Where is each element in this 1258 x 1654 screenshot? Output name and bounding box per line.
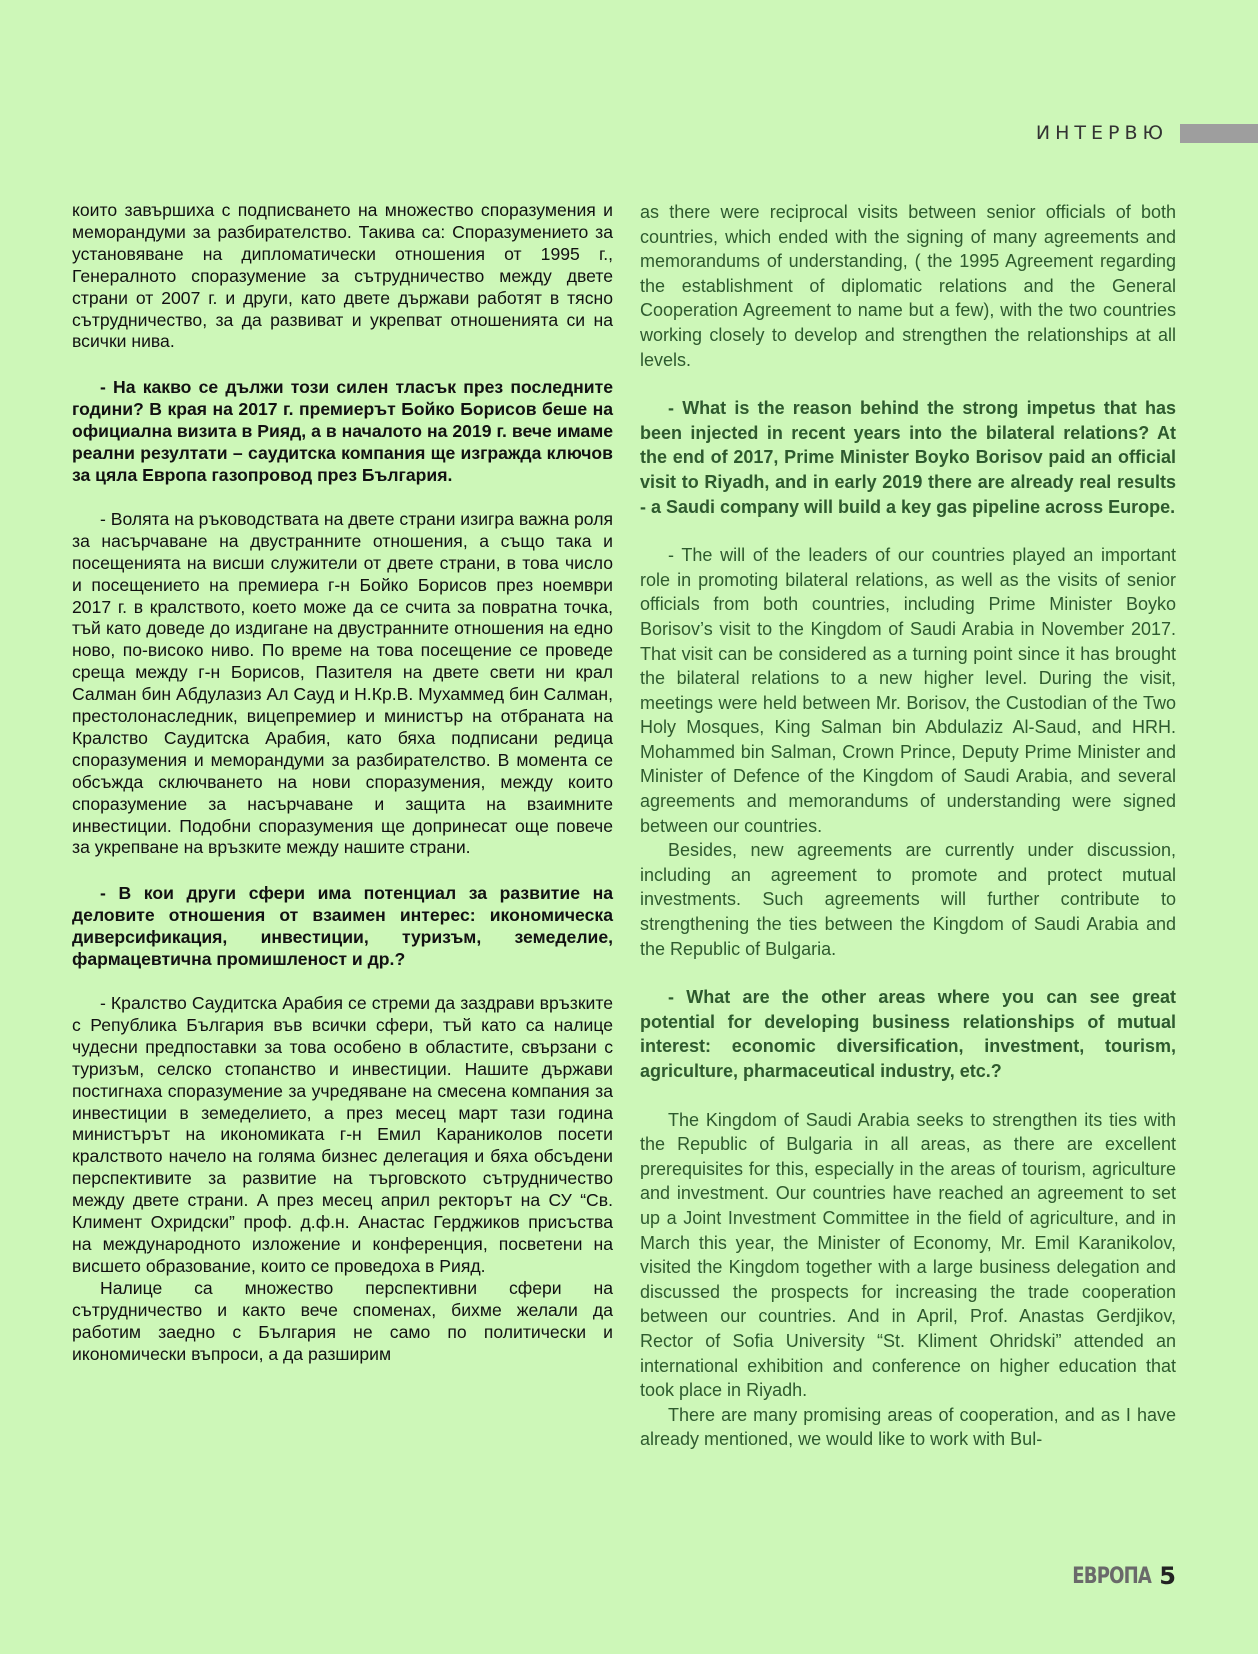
page-number: 5 bbox=[1159, 1562, 1176, 1590]
bg-question: - На какво се дължи този силен тласък през последните години? В края на 2017 г. премиерът Бойко Борисов беше на официална визита в Рияд, а в началото на 2019 г. вече имаме реални резултати – саудитска компания ще изгражда ключов за цяла Европа газопровод през България. bbox=[72, 377, 613, 485]
en-answer: There are many promising areas of cooperation, and as I have already mentioned, we would like to work with Bul- bbox=[640, 1404, 1176, 1450]
section-header bbox=[1036, 122, 1258, 144]
en-question: - What is the reason behind the strong impetus that has been injected in recent years into the bilateral relations? At the end of 2017, Prime Minister Boyko Borisov paid an official visit to Riyadh, and in early 2019 there are already real results - a Saudi company will build a key gas pipeline across Europe. bbox=[640, 398, 1176, 517]
en-paragraph: as there were reciprocal visits between senior officials of both countries, which ended with the signing of many agreements and memorandums of understanding, ( the 1995 Agreement regarding the establishment of diplomatic relations and the General Cooperation Agreement to name but a few), with the two countries working closely to develop and strengthen the relationships at all levels. bbox=[640, 202, 1176, 370]
section-bar bbox=[1180, 124, 1258, 143]
magazine-logo: ЕВРОПА bbox=[1072, 1563, 1152, 1589]
bg-answer: Налице са множество перспективни сфери на сътрудничество и както вече споменах, бихме желали да работим заедно с България не само по политически и икономически въпроси, а да разширим bbox=[72, 1277, 613, 1364]
en-question: - What are the other areas where you can see great potential for developing business relationships of mutual interest: economic diversification, investment, tourism, agriculture, pharmaceutical industry, etc.? bbox=[640, 987, 1176, 1081]
bg-answer: - Волята на ръководствата на двете страни изигра важна роля за насърчаване на двустранните отношения, а също така и посещенията на висши служители от двете страни, в това число и посещението на премиера г-н Бойко Борисов през ноември 2017 г. в кралството, което може да се счита за повратна точка, тъй като доведе до издигане на двустранните отношения на едно ново, по-високо ниво. По време на това посещение се проведе среща между г-н Борисов, Пазителя на двете свети ни крал Салман бин Абдулазиз Ал Сауд и Н.Кр.В. Мухаммед бин Салман, престолонаследник, вицепремиер и министър на отбраната на Кралство Саудитска Арабия, като бяха подписани редица споразумения и меморандуми за разбирателство. В момента се обсъжда сключването на нови споразумения, между които споразумение за насърчаване и защита на взаимните инвестиции. Подобни споразумения ще допринесат още повече за укрепване на връзките между нашите страни. bbox=[72, 508, 613, 858]
bg-paragraph: които завършиха с подписването на множество споразумения и меморандуми за разбирателство. Такива са: Споразумението за установяване на дипломатически отношения от 1995 г., Генералното споразумение за сътрудничество между двете страни от 2007 г. и други, като двете държави работят в тясно сътрудничество, за да развиват и укрепват отношенията си на всички нива. bbox=[72, 200, 613, 352]
page-footer bbox=[1055, 1562, 1176, 1590]
section-label: ИНТЕРВЮ bbox=[1035, 122, 1168, 144]
english-column bbox=[640, 200, 1176, 1452]
bulgarian-column bbox=[72, 200, 613, 1365]
en-answer: The Kingdom of Saudi Arabia seeks to strengthen its ties with the Republic of Bulgaria in all areas, as there are excellent prerequisites for this, especially in the areas of tourism, agriculture and investment. Our countries have reached an agreement to set up a Joint Investment Committee in the field of agriculture, and in March this year, the Minister of Economy, Mr. Emil Karanikolov, visited the Kingdom together with a large business delegation and discussed the prospects for increasing the trade cooperation between our countries. And in April, Prof. Anastas Gerdjikov, Rector of Sofia University “St. Kliment Ohridski” attended an international exhibition and conference on higher education that took place in Riyadh. bbox=[640, 1109, 1176, 1401]
bg-question: - В кои други сфери има потенциал за развитие на деловите отношения от взаимен интерес: икономическа диверсификация, инвестиции, туризъм, земеделие, фармацевтична промишленост и др.? bbox=[72, 883, 613, 970]
bg-answer: - Кралство Саудитска Арабия се стреми да заздрави връзките с Република България във всички сфери, тъй като са налице чудесни предпоставки за това особено в областите, свързани с туризъм, селско стопанство и инвестиции. Нашите държави постигнаха споразумение за учредяване на смесена компания за инвестиции в земеделието, а през месец март тази година министърът на икономиката г-н Емил Караниколов посети кралството начело на голяма бизнес делегация и бяха обсъдени перспективите за развитие на търговското сътрудничество между двете страни. А през месец април ректорът на СУ “Св. Климент Охридски” проф. д.ф.н. Анастас Герджиков присъства на международното изложение и конференция, посветени на висшето образование, които се проведоха в Рияд. bbox=[72, 993, 613, 1276]
en-answer: - The will of the leaders of our countries played an important role in promoting bilateral relations, as well as the visits of senior officials from both countries, including Prime Minister Boyko Borisov’s visit to the Kingdom of Saudi Arabia in November 2017. That visit can be considered as a turning point since it has brought the bilateral relations to a new higher level. During the visit, meetings were held between Mr. Borisov, the Custodian of the Two Holy Mosques, King Salman bin Abdulaziz Al-Saud, and HRH. Mohammed bin Salman, Crown Prince, Deputy Prime Minister and Minister of Defence of the Kingdom of Saudi Arabia, and several agreements and memorandums of understanding were signed between our countries. bbox=[640, 545, 1176, 836]
en-answer: Besides, new agreements are currently under discussion, including an agreement to promote and protect mutual investments. Such agreements will further contribute to strengthening the ties between the Kingdom of Saudi Arabia and the Republic of Bulgaria. bbox=[640, 840, 1176, 959]
